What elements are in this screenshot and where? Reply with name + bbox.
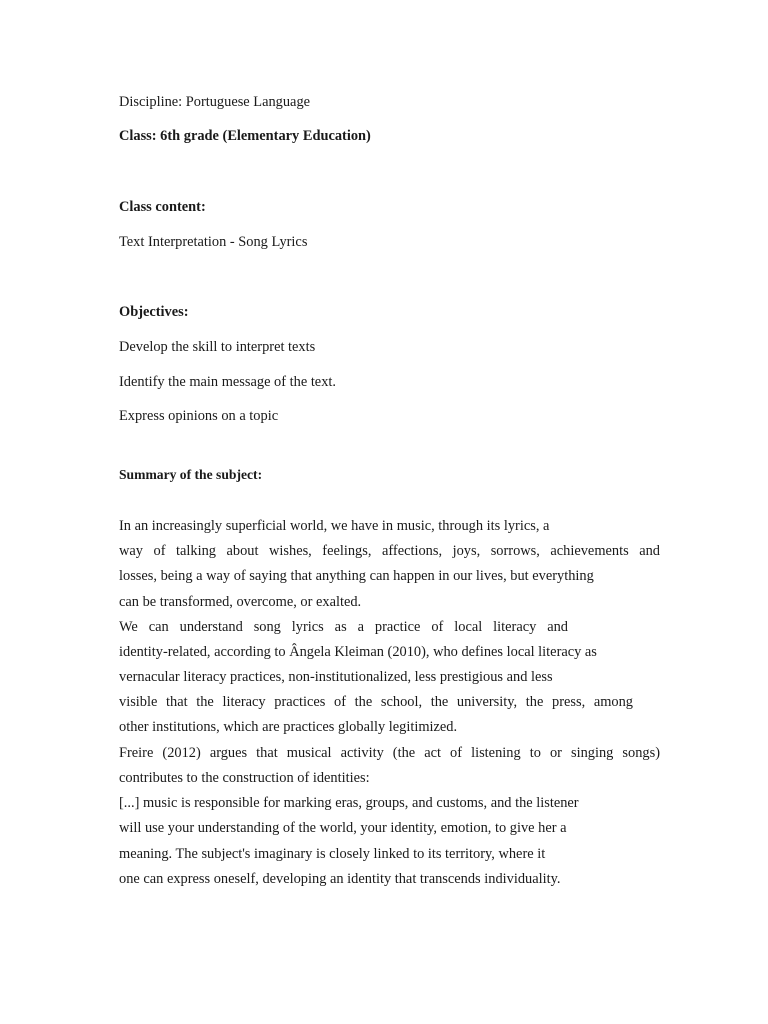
- summary-line: In an increasingly superficial world, we have in music, through its lyrics, a: [119, 518, 550, 534]
- class-line: Class: 6th grade (Elementary Education): [119, 128, 371, 144]
- summary-line: Freire (2012) argues that musical activity (the act of listening to or singing songs): [119, 745, 660, 761]
- summary-line: vernacular literacy practices, non-institutionalized, less prestigious and less: [119, 669, 553, 685]
- summary-line: meaning. The subject's imaginary is closely linked to its territory, where it: [119, 846, 546, 862]
- summary-line: losses, being a way of saying that anything can happen in our lives, but everything: [119, 568, 594, 584]
- summary-line: visible that the literacy practices of the school, the university, the press, among: [119, 694, 633, 710]
- summary-line: way of talking about wishes, feelings, affections, joys, sorrows, achievements and: [119, 543, 660, 559]
- class-content-text: Text Interpretation - Song Lyrics: [119, 234, 308, 250]
- class-content-heading: Class content:: [119, 199, 206, 215]
- summary-line: can be transformed, overcome, or exalted.: [119, 594, 362, 610]
- summary-line: We can understand song lyrics as a practice of local literacy and: [119, 619, 568, 635]
- summary-line: [...] music is responsible for marking eras, groups, and customs, and the listener: [119, 795, 579, 811]
- objective-item: Express opinions on a topic: [119, 408, 279, 424]
- summary-line: contributes to the construction of identities:: [119, 770, 370, 786]
- summary-line: identity-related, according to Ângela Kleiman (2010), who defines local literacy as: [119, 644, 597, 660]
- objective-item: Develop the skill to interpret texts: [119, 339, 316, 355]
- summary-line: will use your understanding of the world, your identity, emotion, to give her a: [119, 820, 567, 836]
- summary-heading: Summary of the subject:: [119, 467, 263, 482]
- objectives-heading: Objectives:: [119, 304, 189, 320]
- discipline-line: Discipline: Portuguese Language: [119, 94, 311, 110]
- summary-line: other institutions, which are practices globally legitimized.: [119, 719, 458, 735]
- objective-item: Identify the main message of the text.: [119, 374, 336, 390]
- summary-line: one can express oneself, developing an identity that transcends individuality.: [119, 871, 561, 887]
